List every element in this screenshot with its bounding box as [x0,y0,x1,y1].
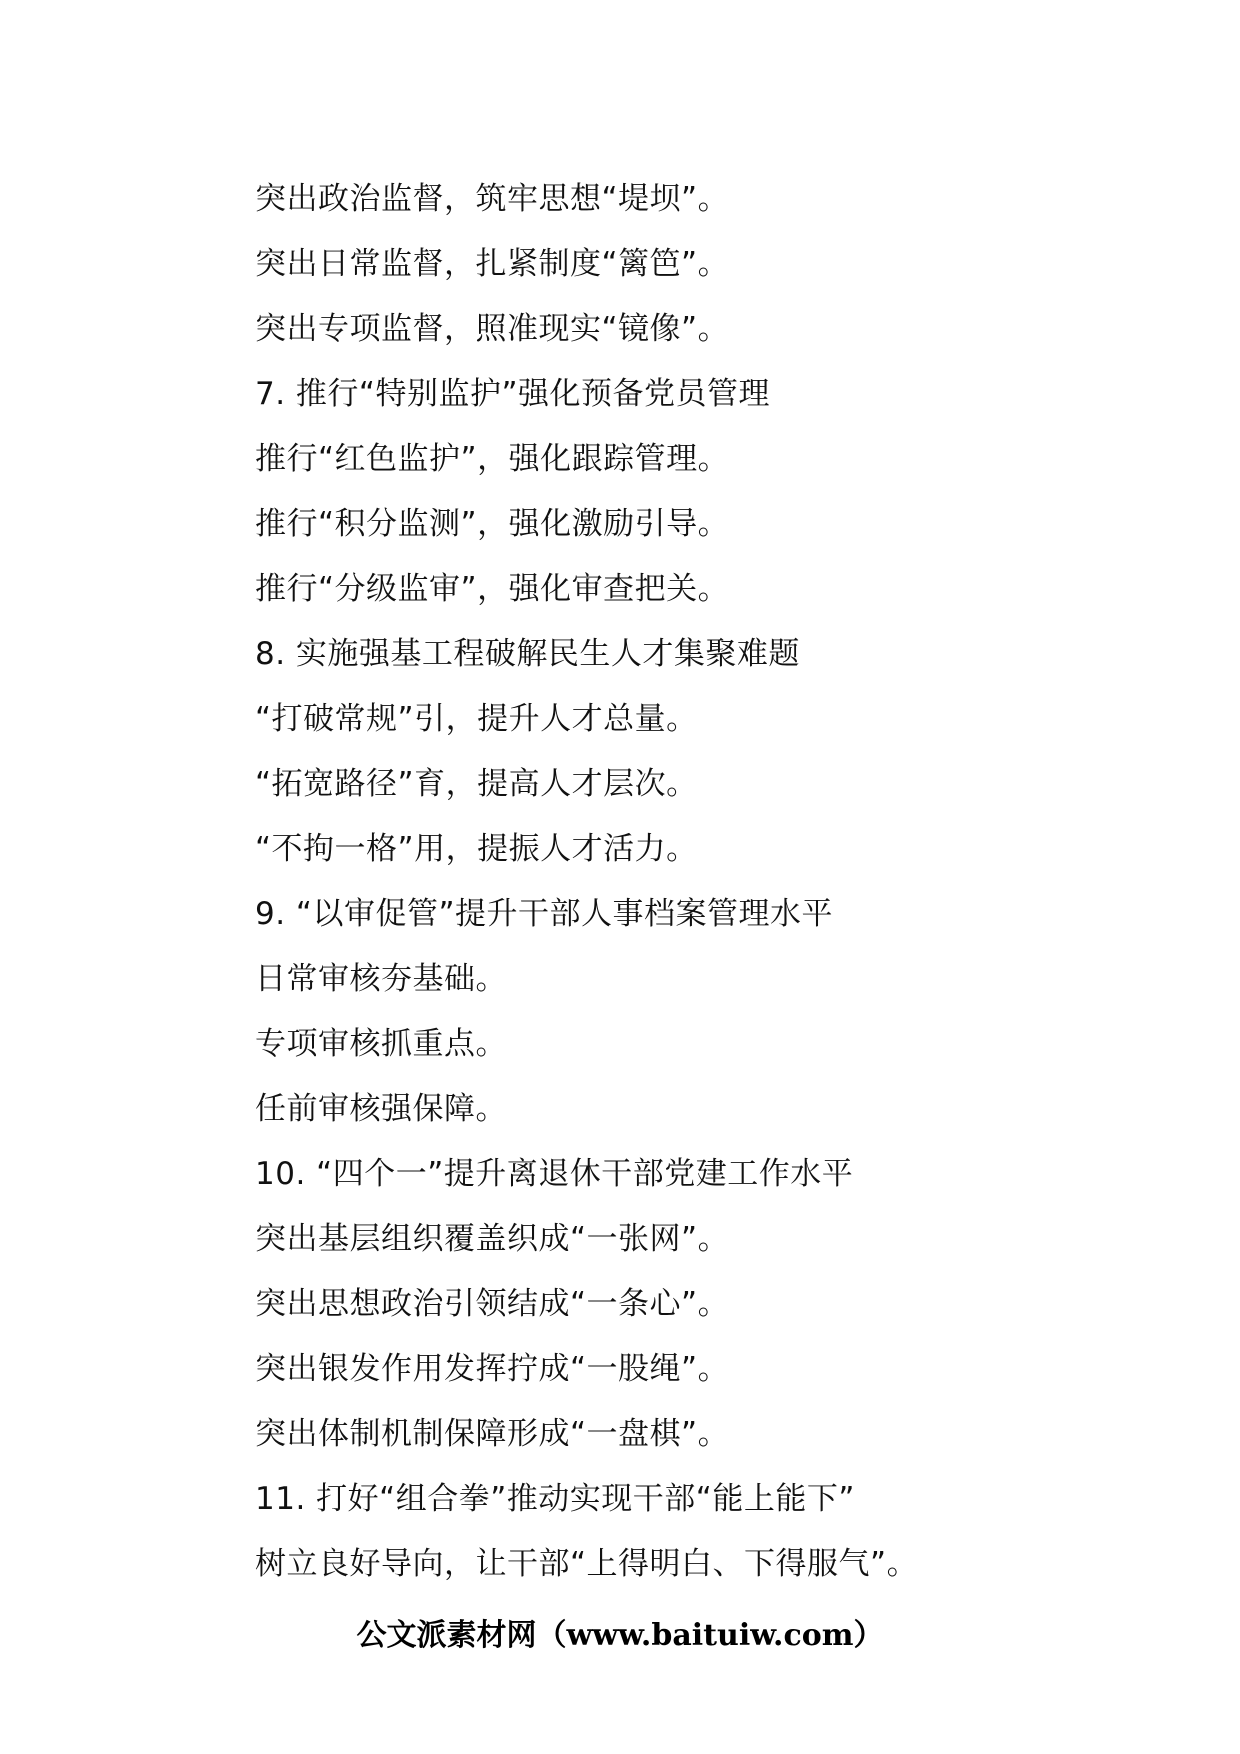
section-heading: 10. “四个一”提升离退休干部党建工作水平 [255,1156,854,1192]
body-line: 突出政治监督，筑牢思想“堤坝”。 [255,181,730,217]
body-line: 日常审核夯基础。 [255,961,507,997]
section-heading: 8. 实施强基工程破解民生人才集聚难题 [255,636,800,672]
body-line: 突出日常监督，扎紧制度“篱笆”。 [255,246,730,282]
body-line: 推行“积分监测”，强化激励引导。 [255,506,730,542]
body-line: 突出基层组织覆盖织成“一张网”。 [255,1221,730,1257]
body-line: 突出银发作用发挥拧成“一股绳”。 [255,1351,730,1387]
body-line: 突出体制机制保障形成“一盘棋”。 [255,1416,730,1452]
body-line: 任前审核强保障。 [255,1091,507,1127]
section-heading: 11. 打好“组合拳”推动实现干部“能上能下” [255,1481,855,1517]
body-line: 专项审核抓重点。 [255,1026,507,1062]
section-heading: 9. “以审促管”提升干部人事档案管理水平 [255,896,834,932]
body-line: “打破常规”引，提升人才总量。 [255,701,698,737]
document-body [255,167,1155,1597]
footer-source: 公文派素材网（www.baituiw.com） [356,1618,884,1653]
body-line: 推行“分级监审”，强化审查把关。 [255,571,730,607]
body-line: 推行“红色监护”，强化跟踪管理。 [255,441,730,477]
body-line: 突出思想政治引领结成“一条心”。 [255,1286,730,1322]
section-heading: 7. 推行“特别监护”强化预备党员管理 [255,376,771,412]
body-line: “不拘一格”用，提振人才活力。 [255,831,698,867]
body-line: 突出专项监督，照准现实“镜像”。 [255,311,730,347]
body-line: 树立良好导向，让干部“上得明白、下得服气”。 [255,1546,919,1582]
body-line: “拓宽路径”育，提高人才层次。 [255,766,698,802]
